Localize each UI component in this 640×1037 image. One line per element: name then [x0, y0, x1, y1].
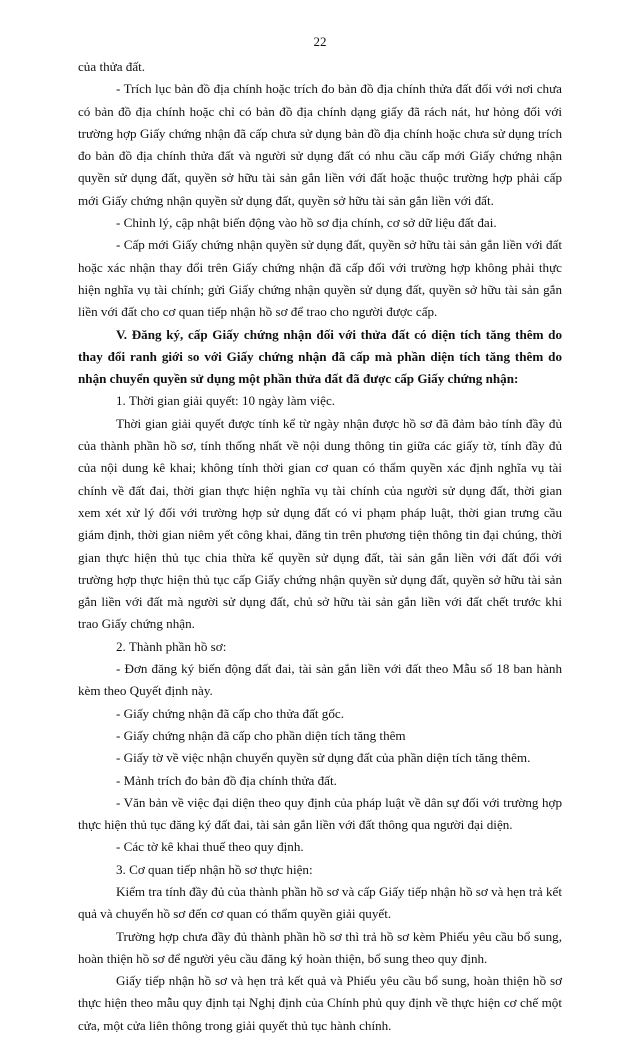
- list-item: - Văn bản về việc đại diện theo quy định của pháp luật về dân sự đối với trường hợp thực hiện thủ tục đăng ký đất đai, tài sản gắn liền với đất thông qua người đại diện.: [78, 794, 562, 833]
- paragraph-processing-time-detail: Thời gian giải quyết được tính kể từ ngày nhận được hồ sơ đã đảm bảo tính đầy đủ của thành phần hồ sơ, tính thống nhất về nội dung thông tin giữa các giấy tờ, tính đầy đủ của nội dung kê khai; không tính thời gian cơ quan có thẩm quyền xác định nghĩa vụ tài chính về đất đai, thời gian thực hiện nghĩa vụ tài chính của người sử dụng đất, thời gian xem xét xử lý đối với trường hợp sử dụng đất có vi phạm pháp luật, thời gian trưng cầu giám định, thời gian niêm yết công khai, đăng tin trên phương tiện thông tin đại chúng, thời gian thực hiện thủ tục chia thừa kế quyền sử dụng đất, tài sản gắn liền với đất đối với trường hợp thực hiện thủ tục cấp Giấy chứng nhận quyền sử dụng đất, quyền sở hữu tài sản gắn liền với đất mà người sử dụng đất, chủ sở hữu tài sản gắn liền với đất chết trước khi trao Giấy chứng nhận.: [78, 415, 562, 632]
- list-item: - Giấy tờ về việc nhận chuyển quyền sử dụng đất của phần diện tích tăng thêm.: [116, 750, 531, 766]
- page-number: 22: [313, 34, 327, 49]
- list-item: - Giấy chứng nhận đã cấp cho phần diện tích tăng thêm: [116, 727, 406, 743]
- list-item: - Các tờ kê khai thuế theo quy định.: [116, 839, 304, 855]
- paragraph-receipt-form: Giấy tiếp nhận hồ sơ và hẹn trả kết quả và Phiếu yêu cầu bổ sung, hoàn thiện hồ sơ thực hiện theo mẫu quy định tại Nghị định của Chính phủ quy định về thực hiện cơ chế một cửa, một cửa liên thông trong giải quyết thủ tục hành chính.: [78, 973, 562, 1033]
- paragraph-incomplete-dossier: Trường hợp chưa đầy đủ thành phần hồ sơ thì trả hồ sơ kèm Phiếu yêu cầu bổ sung, hoàn thiện hồ sơ để người yêu cầu đăng ký hoàn thiện, bổ sung theo quy định.: [78, 928, 562, 966]
- list-item: - Đơn đăng ký biến động đất đai, tài sản gắn liền với đất theo Mẫu số 18 ban hành kèm theo Quyết định này.: [78, 661, 562, 699]
- item-dossier-components: 2. Thành phần hồ sơ:: [116, 638, 227, 654]
- paragraph-update-records: - Chỉnh lý, cập nhật biến động vào hồ sơ địa chính, cơ sở dữ liệu đất đai.: [116, 215, 497, 231]
- paragraph-issue-certificate: - Cấp mới Giấy chứng nhận quyền sử dụng đất, quyền sở hữu tài sản gắn liền với đất hoặc xác nhận thay đổi trên Giấy chứng nhận đã cấp đối với trường hợp không phải thực hiện nghĩa vụ tài chính; gửi Giấy chứng nhận quyền sử dụng đất, quyền sở hữu tài sản gắn liền với đất cho cơ quan tiếp nhận hồ sơ để trao cho người được cấp.: [78, 237, 562, 320]
- section-heading-v: V. Đăng ký, cấp Giấy chứng nhận đối với thửa đất có diện tích tăng thêm do thay đổi ranh giới so với Giấy chứng nhận đã cấp mà phần diện tích tăng thêm do nhận chuyển quyền sử dụng một phần thửa đất đã được cấp Giấy chứng nhận:: [78, 326, 562, 387]
- paragraph-check-dossier: Kiểm tra tính đầy đủ của thành phần hồ sơ và cấp Giấy tiếp nhận hồ sơ và hẹn trả kết quả và chuyển hồ sơ đến cơ quan có thẩm quyền giải quyết.: [78, 883, 562, 922]
- list-item: - Mảnh trích đo bản đồ địa chính thửa đất.: [116, 772, 337, 788]
- list-item: - Giấy chứng nhận đã cấp cho thửa đất gốc.: [116, 705, 344, 721]
- body-text: [78, 56, 562, 1037]
- item-receiving-agency: 3. Cơ quan tiếp nhận hồ sơ thực hiện:: [116, 861, 313, 877]
- item-processing-time: 1. Thời gian giải quyết: 10 ngày làm việc.: [116, 393, 336, 409]
- paragraph-parcel-end: của thửa đất.: [78, 59, 146, 74]
- paragraph-cadastral-extract: - Trích lục bản đồ địa chính hoặc trích đo bản đồ địa chính thửa đất đối với nơi chưa có bản đồ địa chính hoặc chỉ có bản đồ địa chính dạng giấy đã rách nát, hư hỏng đối với trường hợp Giấy chứng nhận đã cấp chưa sử dụng bản đồ địa chính hoặc chưa sử dụng trích đo bản đồ địa chính thửa đất và người sử dụng đất có nhu cầu cấp mới Giấy chứng nhận quyền sử dụng đất, quyền sở hữu tài sản gắn liền với đất hoặc thuộc trường hợp phải cấp mới Giấy chứng nhận quyền sử dụng đất, quyền sở hữu tài sản gắn liền với đất.: [78, 81, 562, 208]
